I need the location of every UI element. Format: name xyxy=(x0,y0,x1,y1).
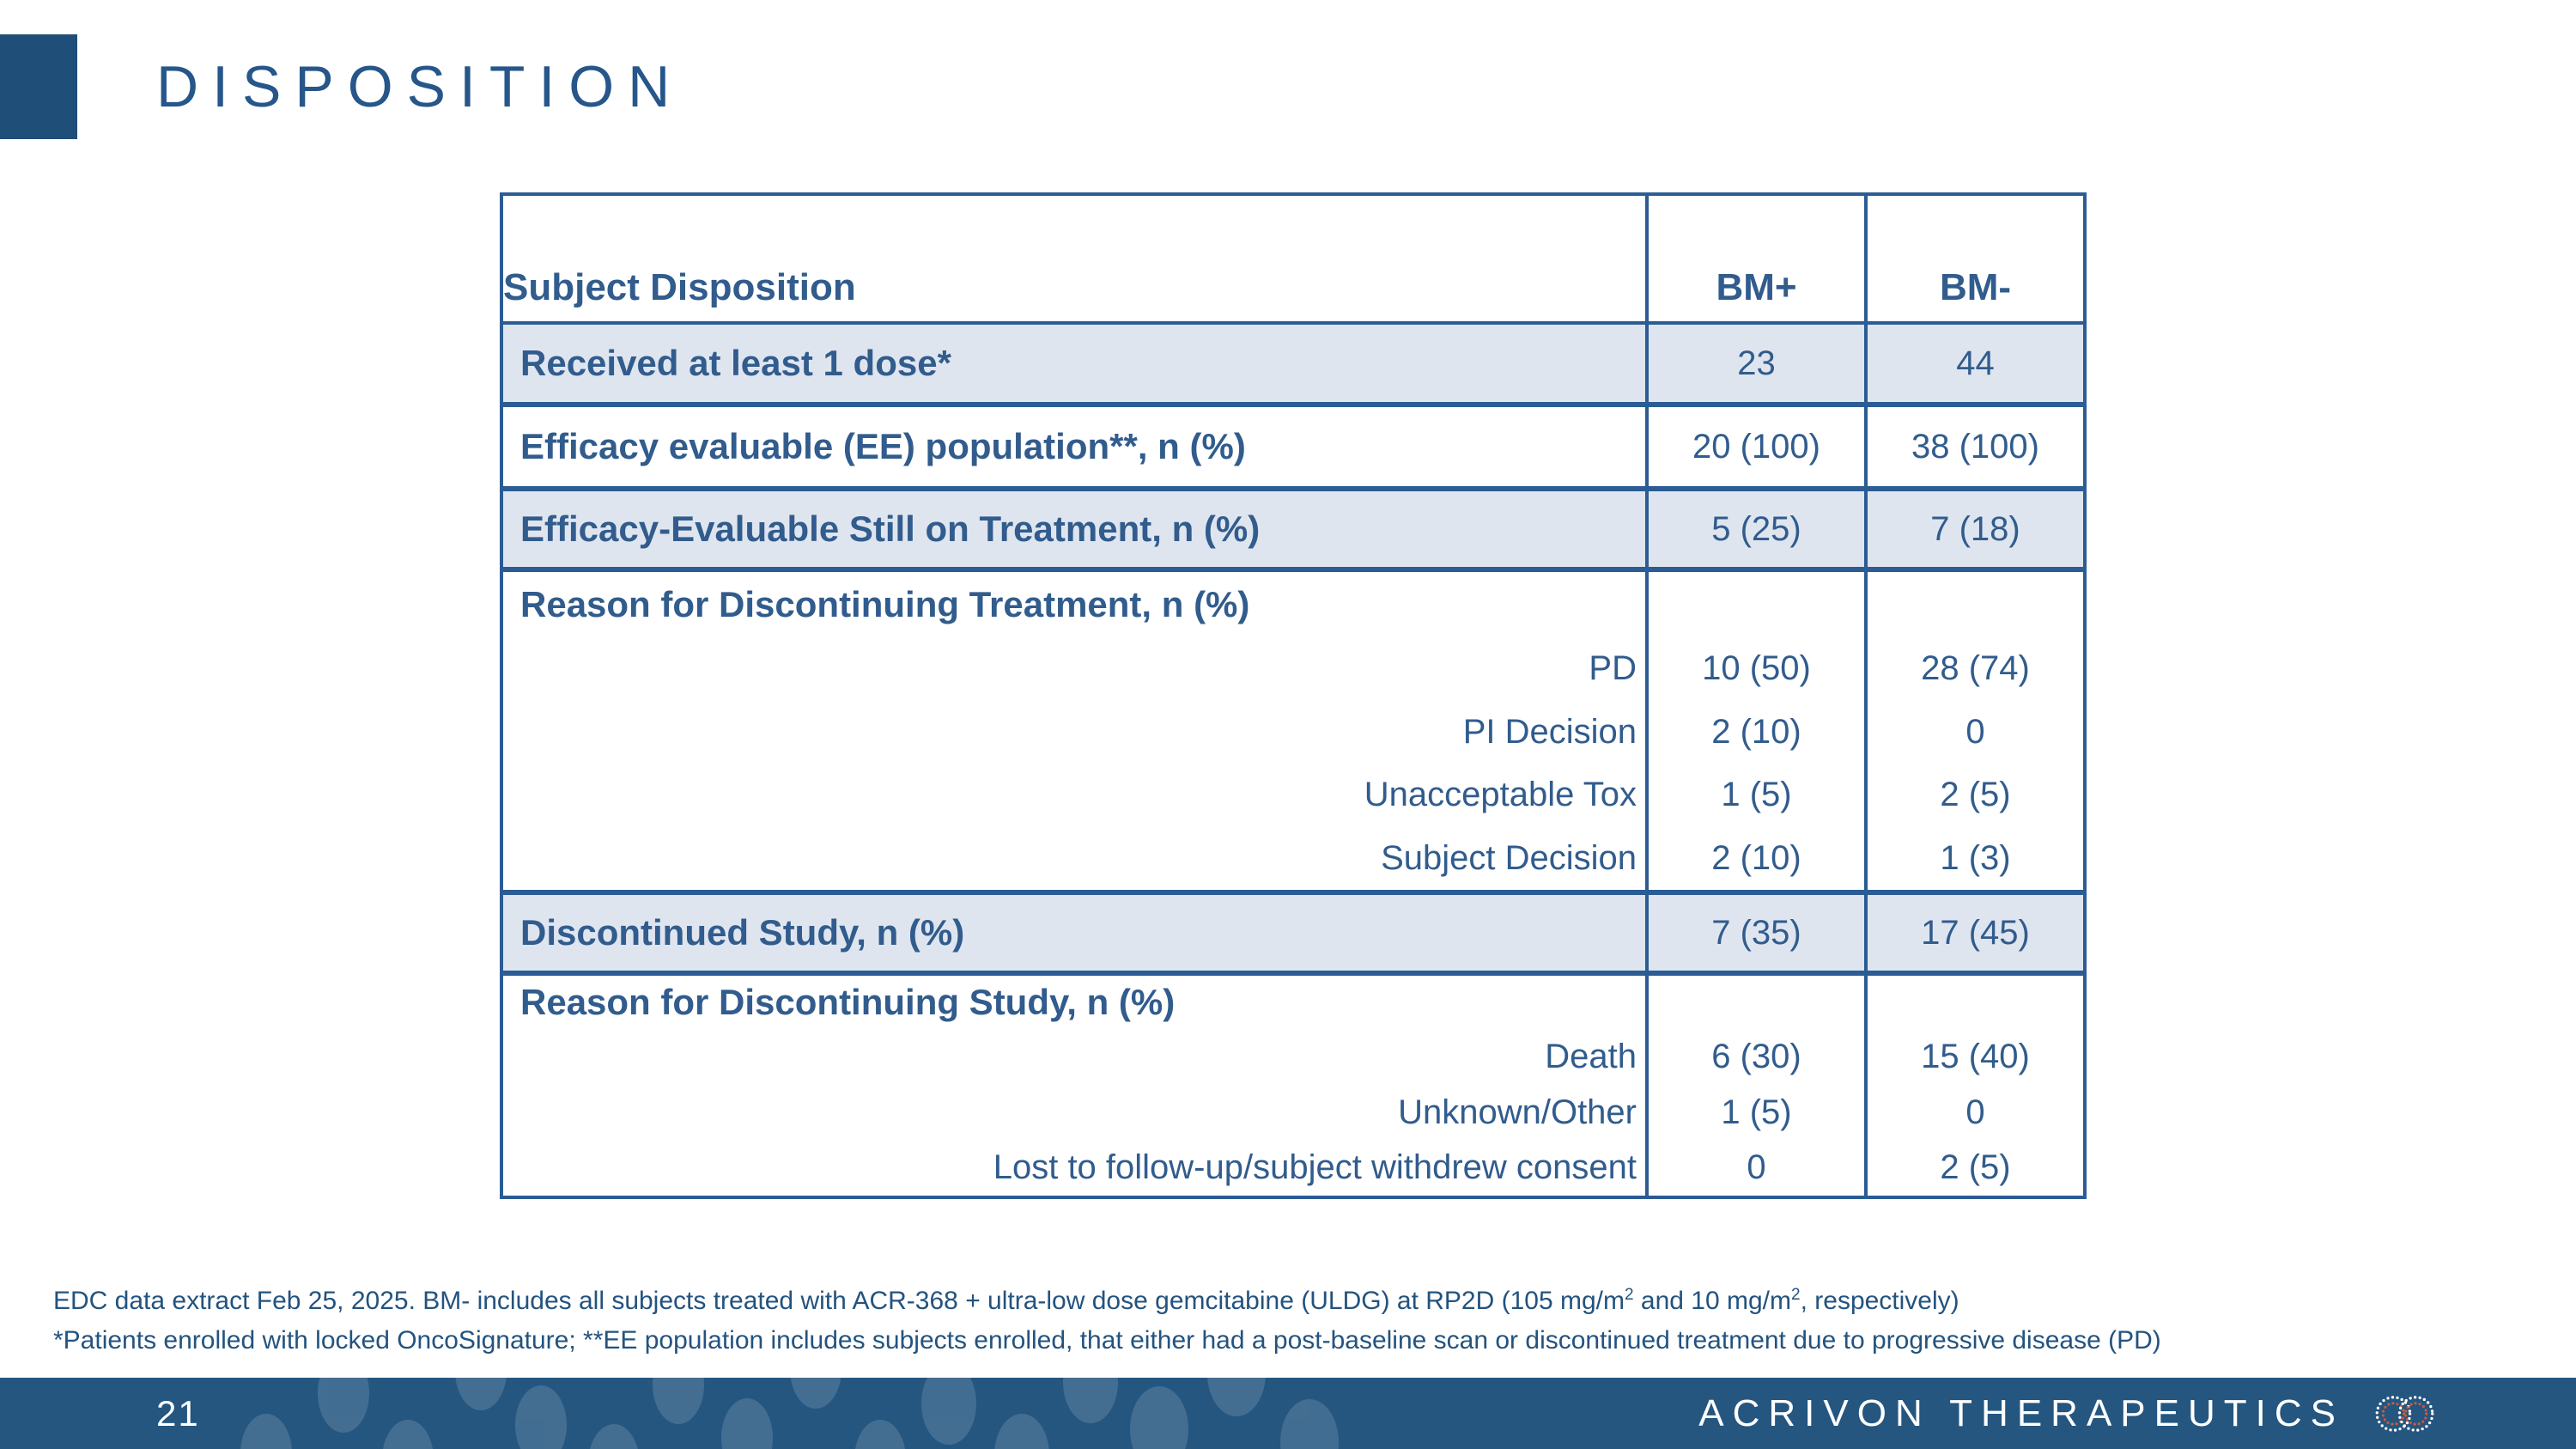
bm-plus-value: 7 (35) xyxy=(1711,913,1801,952)
subrow-label: Lost to follow-up/subject withdrew consent xyxy=(993,1148,1637,1187)
footnote-line-2: *Patients enrolled with locked OncoSignature; **EE population includes subjects enrolled, that either had a post-baseline scan or discontinued treatment due to progressive disease (PD) xyxy=(53,1326,2161,1355)
bm-plus-value: 1 (5) xyxy=(1721,776,1792,814)
table-row xyxy=(503,890,2083,971)
table-row xyxy=(503,486,2083,567)
bm-plus-value: 10 (50) xyxy=(1702,648,1811,687)
page-title: DISPOSITION xyxy=(156,54,684,119)
subrow-label: Unknown/Other xyxy=(1398,1093,1637,1131)
bm-plus-value: 1 (5) xyxy=(1721,1093,1792,1131)
bm-plus-value: 2 (10) xyxy=(1711,712,1801,751)
row-label: Efficacy-Evaluable Still on Treatment, n (%) xyxy=(520,508,1261,549)
footer-bar xyxy=(0,1378,2576,1449)
acrivon-logo-icon xyxy=(2366,1379,2449,1448)
subrow-label: PD xyxy=(1589,648,1637,687)
column-header-subject-disposition: Subject Disposition xyxy=(503,266,856,308)
bm-minus-value: 17 (45) xyxy=(1921,913,2030,952)
bm-minus-value: 2 (5) xyxy=(1940,1148,2011,1187)
brand-name: ACRIVON THERAPEUTICS xyxy=(1698,1391,2344,1434)
disposition-table xyxy=(500,192,2087,1199)
brand-block xyxy=(1698,1378,2449,1449)
subrow-label: Unacceptable Tox xyxy=(1364,776,1637,814)
column-header-bm-plus: BM+ xyxy=(1716,266,1797,308)
subrow-label: PI Decision xyxy=(1462,712,1637,751)
bm-plus-value: 20 (100) xyxy=(1692,427,1820,466)
bm-plus-value: 2 (10) xyxy=(1711,838,1801,877)
bm-minus-value: 28 (74) xyxy=(1921,648,2030,687)
bm-minus-value: 2 (5) xyxy=(1940,776,2011,814)
footnotes xyxy=(53,1282,2535,1361)
column-header-bm-minus: BM- xyxy=(1939,266,2012,308)
bm-minus-value: 0 xyxy=(1965,1093,1985,1131)
footnote-line-1: EDC data extract Feb 25, 2025. BM- includes all subjects treated with ACR-368 + ultra-low dose gemcitabine (ULDG) at RP2D (105 $mg/m^2$ and 10 $mg/m^2$, respectively) xyxy=(53,1286,1959,1315)
row-label: Efficacy evaluable (EE) population**, n (%) xyxy=(520,426,1246,466)
table-row xyxy=(503,402,2083,486)
bm-minus-value: 0 xyxy=(1965,712,1985,751)
dots-pattern xyxy=(232,1378,1348,1449)
bm-minus-value: 44 xyxy=(1956,344,1995,382)
subrow-label: Death xyxy=(1545,1038,1637,1076)
bm-minus-value: 15 (40) xyxy=(1921,1038,2030,1076)
bm-minus-value: 38 (100) xyxy=(1911,427,2039,466)
page-number: 21 xyxy=(156,1392,200,1434)
group-label: Reason for Discontinuing Treatment, n (%) xyxy=(520,583,1250,624)
bm-plus-value: 5 (25) xyxy=(1711,509,1801,548)
row-label: Discontinued Study, n (%) xyxy=(520,912,965,953)
title-accent-square xyxy=(0,34,77,139)
row-label: Received at least 1 dose* xyxy=(520,343,951,383)
subrow-label: Subject Decision xyxy=(1381,838,1637,877)
table-header-row xyxy=(503,196,2083,321)
bm-minus-value: 7 (18) xyxy=(1930,509,2020,548)
group-label: Reason for Discontinuing Study, n (%) xyxy=(520,982,1176,1023)
table-row xyxy=(503,321,2083,402)
bm-minus-value: 1 (3) xyxy=(1940,838,2011,877)
bm-plus-value: 23 xyxy=(1737,344,1776,382)
bm-plus-value: 0 xyxy=(1747,1148,1766,1187)
table-group-row-treatment xyxy=(503,567,2083,890)
table-group-row-study xyxy=(503,971,2083,1196)
bm-plus-value: 6 (30) xyxy=(1711,1038,1801,1076)
